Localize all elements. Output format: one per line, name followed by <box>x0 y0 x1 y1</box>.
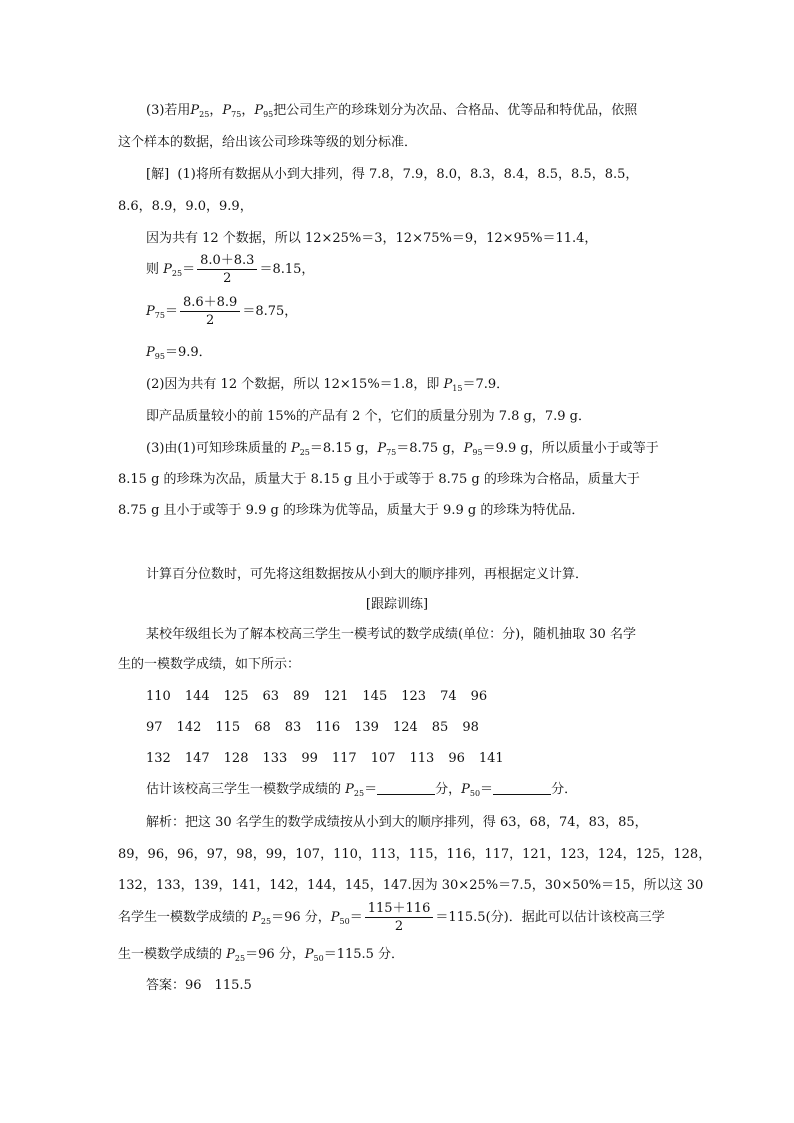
tracking-title: [跟踪训练] <box>365 597 429 612</box>
analysis-line1: 解析：把这 30 名学生的数学成绩按从小到大的顺序排列，得 63，68，74，83，85， <box>146 815 648 830</box>
analysis-line5: 生一模数学成绩的 $P_{25}=96$ 分，$P_{50}=115.5$ 分． <box>118 947 405 963</box>
exercise-question: 估计该校高三学生一模数学成绩的 $P_{25}=$ 分，$P_{50}=$ 分． <box>146 782 578 798</box>
analysis-line4: 名学生一模数学成绩的 $P_{25}=96$ 分，$P_{50}=$ $\frac{115+116}{2}$ ＝115.5(分)．据此可以估计该校高三学 <box>118 901 665 934</box>
fraction-p25: $\frac{8.0+8.3}{2}$ <box>197 252 257 287</box>
solution-line2: 8.6，8.9，9.0，9.9， <box>118 199 253 214</box>
solution-part2-line1: (2)因为共有 12 个数据，所以 12×15%＝1.8，即 $P_{15}=7.9$． <box>146 377 510 393</box>
solution-line3: 因为共有 12 个数据，所以 12×25%＝3，12×75%＝9，12×95%＝11.4， <box>146 231 598 246</box>
fraction-p75: $\frac{8.6+8.9}{2}$ <box>180 294 240 329</box>
scores-row-1: 110 144 125 63 89 121 145 123 74 96 <box>146 689 488 704</box>
scores-row-3: 132 147 128 133 99 117 107 113 96 141 <box>146 751 504 766</box>
scores-row-2: 97 142 115 68 83 116 139 124 85 98 <box>146 720 479 735</box>
exercise-line1: 某校年级组长为了解本校高三学生一模考试的数学成绩(单位：分)，随机抽取 30 名学 <box>146 627 636 642</box>
p25-formula: 则 $P_{25}=$ $\frac{8.0+8.3}{2}$ ＝8.15， <box>146 253 315 286</box>
solution-line1: [解] (1)将所有数据从小到大排列，得 7.8，7.9，8.0，8.3，8.4，8.5，8.5，8.5， <box>146 167 639 182</box>
question-part3-line2: 这个样本的数据，给出该公司珍珠等级的划分标准． <box>118 135 418 150</box>
method-note: 计算百分位数时，可先将这组数据按从小到大的顺序排列，再根据定义计算． <box>146 567 589 582</box>
answer-blank-p25[interactable] <box>377 781 435 795</box>
exercise-line2: 生的一模数学成绩，如下所示： <box>118 657 301 672</box>
question-part3-line1: (3)若用$P_{25}$，$P_{75}$，$P_{95}$把公司生产的珍珠划分为次品、合格品、优等品和特优品，依照 <box>146 103 638 119</box>
solution-part3-line2: 8.15 g 的珍珠为次品，质量大于 8.15 g 且小于或等于 8.75 g 的珍珠为合格品，质量大于 <box>118 472 640 487</box>
analysis-line2: 89，96，96，97，98，99，107，110，113，115，116，117，121，123，124，125，128， <box>118 847 712 862</box>
solution-part2-line2: 即产品质量较小的前 15%的产品有 2 个，它们的质量分别为 7.8 g，7.9 g． <box>146 409 591 424</box>
answer-blank-p50[interactable] <box>493 781 551 795</box>
analysis-line3: 132，133，139，141，142，144，145，147.因为 30×25%＝7.5，30×50%＝15，所以这 30 <box>118 878 704 893</box>
p75-formula: $P_{75}=$ $\frac{8.6+8.9}{2}$ ＝8.75， <box>146 295 298 328</box>
p95-result: $P_{95}=9.9$． <box>146 345 212 361</box>
solution-label: [解] <box>146 167 170 182</box>
solution-part3-line3: 8.75 g 且小于或等于 9.9 g 的珍珠为优等品，质量大于 9.9 g 的珍珠为特优品． <box>118 503 585 518</box>
answer-line: 答案：96 115.5 <box>146 978 252 993</box>
solution-part3-line1: (3)由(1)可知珍珠质量的 $P_{25}=8.15$ g，$P_{75}=8.75$ g，$P_{95}=9.9$ g，所以质量小于或等于 <box>146 441 659 457</box>
fraction-p50: $\frac{115+116}{2}$ <box>365 900 434 935</box>
